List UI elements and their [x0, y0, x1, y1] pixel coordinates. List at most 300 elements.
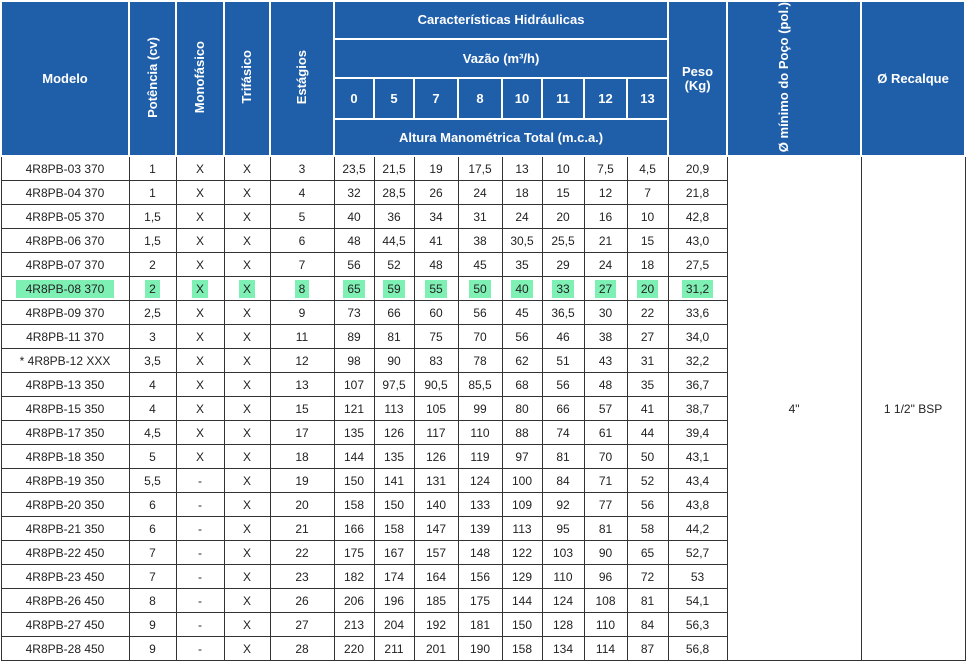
cell-modelo: 4R8PB-11 370: [1, 325, 129, 349]
cell-modelo: 4R8PB-06 370: [1, 229, 129, 253]
cell-altura-12: 57: [584, 397, 627, 421]
cell-monofasico: X: [176, 397, 224, 421]
cell-modelo: 4R8PB-08 370: [1, 277, 129, 301]
cell-altura-11: 25,5: [542, 229, 584, 253]
cell-altura-10: 88: [502, 421, 542, 445]
cell-altura-5: 126: [374, 421, 414, 445]
cell-altura-8: 181: [458, 613, 502, 637]
cell-altura-11: 29: [542, 253, 584, 277]
cell-estagios: 7: [270, 253, 334, 277]
cell-modelo: 4R8PB-04 370: [1, 181, 129, 205]
cell-modelo: 4R8PB-17 350: [1, 421, 129, 445]
cell-trifasico: X: [224, 445, 270, 469]
cell-altura-5: 36: [374, 205, 414, 229]
cell-altura-11: 36,5: [542, 301, 584, 325]
cell-monofasico: X: [176, 325, 224, 349]
cell-altura-13: 52: [627, 469, 668, 493]
cell-peso: 32,2: [668, 349, 727, 373]
cell-trifasico: X: [224, 397, 270, 421]
cell-altura-5: 158: [374, 517, 414, 541]
cell-trifasico: X: [224, 637, 270, 661]
cell-altura-12: 96: [584, 565, 627, 589]
cell-potencia: 1,5: [129, 205, 176, 229]
cell-monofasico: -: [176, 589, 224, 613]
cell-modelo: 4R8PB-13 350: [1, 373, 129, 397]
cell-estagios: 23: [270, 565, 334, 589]
cell-altura-12: 108: [584, 589, 627, 613]
cell-estagios: 8: [270, 277, 334, 301]
cell-modelo: 4R8PB-28 450: [1, 637, 129, 661]
cell-altura-7: 41: [414, 229, 458, 253]
cell-altura-11: 110: [542, 565, 584, 589]
cell-monofasico: X: [176, 229, 224, 253]
cell-modelo: 4R8PB-21 350: [1, 517, 129, 541]
cell-potencia: 2: [129, 277, 176, 301]
cell-altura-11: 84: [542, 469, 584, 493]
cell-altura-0: 48: [334, 229, 374, 253]
cell-monofasico: X: [176, 205, 224, 229]
table-header: [1, 1, 965, 156]
cell-altura-0: 23,5: [334, 156, 374, 181]
cell-altura-12: 77: [584, 493, 627, 517]
cell-altura-11: 33: [542, 277, 584, 301]
header-caracteristicas: Características Hidráulicas: [334, 1, 668, 39]
cell-peso: 52,7: [668, 541, 727, 565]
cell-altura-13: 15: [627, 229, 668, 253]
cell-trifasico: X: [224, 229, 270, 253]
cell-altura-5: 90: [374, 349, 414, 373]
cell-altura-8: 99: [458, 397, 502, 421]
cell-altura-12: 21: [584, 229, 627, 253]
cell-estagios: 26: [270, 589, 334, 613]
cell-modelo: 4R8PB-26 450: [1, 589, 129, 613]
cell-altura-0: 40: [334, 205, 374, 229]
cell-altura-10: 35: [502, 253, 542, 277]
cell-altura-10: 122: [502, 541, 542, 565]
cell-altura-5: 97,5: [374, 373, 414, 397]
cell-estagios: 9: [270, 301, 334, 325]
cell-trifasico: X: [224, 493, 270, 517]
cell-peso: 38,7: [668, 397, 727, 421]
cell-altura-5: 211: [374, 637, 414, 661]
cell-altura-7: 140: [414, 493, 458, 517]
cell-altura-0: 121: [334, 397, 374, 421]
cell-altura-0: 166: [334, 517, 374, 541]
cell-altura-11: 66: [542, 397, 584, 421]
cell-altura-7: 117: [414, 421, 458, 445]
cell-altura-8: 156: [458, 565, 502, 589]
cell-altura-5: 21,5: [374, 156, 414, 181]
cell-estagios: 12: [270, 349, 334, 373]
cell-estagios: 13: [270, 373, 334, 397]
cell-altura-0: 32: [334, 181, 374, 205]
cell-potencia: 4: [129, 397, 176, 421]
cell-monofasico: X: [176, 349, 224, 373]
cell-altura-5: 52: [374, 253, 414, 277]
cell-altura-11: 46: [542, 325, 584, 349]
cell-altura-0: 56: [334, 253, 374, 277]
cell-potencia: 4,5: [129, 421, 176, 445]
cell-altura-12: 16: [584, 205, 627, 229]
cell-altura-10: 68: [502, 373, 542, 397]
cell-monofasico: X: [176, 277, 224, 301]
cell-altura-12: 71: [584, 469, 627, 493]
cell-altura-0: 213: [334, 613, 374, 637]
cell-estagios: 19: [270, 469, 334, 493]
cell-altura-12: 30: [584, 301, 627, 325]
cell-monofasico: X: [176, 253, 224, 277]
cell-altura-0: 89: [334, 325, 374, 349]
cell-modelo: * 4R8PB-12 XXX: [1, 349, 129, 373]
header-recalque: Ø Recalque: [861, 1, 965, 156]
cell-peso: 34,0: [668, 325, 727, 349]
header-flow-8: 8: [458, 78, 502, 119]
table-row: [1, 156, 965, 181]
cell-trifasico: X: [224, 421, 270, 445]
header-flow-10: 10: [502, 78, 542, 119]
cell-potencia: 8: [129, 589, 176, 613]
cell-altura-8: 24: [458, 181, 502, 205]
header-altura: Altura Manométrica Total (m.c.a.): [334, 119, 668, 156]
cell-altura-7: 185: [414, 589, 458, 613]
cell-estagios: 15: [270, 397, 334, 421]
cell-altura-5: 44,5: [374, 229, 414, 253]
cell-altura-13: 27: [627, 325, 668, 349]
cell-altura-8: 17,5: [458, 156, 502, 181]
cell-altura-7: 19: [414, 156, 458, 181]
cell-altura-7: 201: [414, 637, 458, 661]
cell-altura-8: 148: [458, 541, 502, 565]
cell-estagios: 20: [270, 493, 334, 517]
cell-peso: 43,1: [668, 445, 727, 469]
cell-altura-13: 81: [627, 589, 668, 613]
cell-monofasico: -: [176, 565, 224, 589]
cell-altura-7: 48: [414, 253, 458, 277]
cell-altura-5: 167: [374, 541, 414, 565]
cell-altura-5: 174: [374, 565, 414, 589]
header-estagios: Estágios: [270, 1, 334, 156]
cell-estagios: 18: [270, 445, 334, 469]
cell-altura-7: 147: [414, 517, 458, 541]
header-flow-5: 5: [374, 78, 414, 119]
cell-trifasico: X: [224, 205, 270, 229]
cell-potencia: 4: [129, 373, 176, 397]
cell-altura-10: 56: [502, 325, 542, 349]
cell-altura-0: 182: [334, 565, 374, 589]
cell-altura-7: 26: [414, 181, 458, 205]
cell-altura-0: 98: [334, 349, 374, 373]
cell-trifasico: X: [224, 613, 270, 637]
cell-altura-10: 158: [502, 637, 542, 661]
cell-altura-7: 34: [414, 205, 458, 229]
cell-altura-10: 129: [502, 565, 542, 589]
cell-peso: 27,5: [668, 253, 727, 277]
cell-altura-0: 135: [334, 421, 374, 445]
cell-trifasico: X: [224, 181, 270, 205]
header-trifasico: Trifásico: [224, 1, 270, 156]
cell-altura-12: 110: [584, 613, 627, 637]
cell-potencia: 5: [129, 445, 176, 469]
cell-altura-8: 119: [458, 445, 502, 469]
cell-monofasico: X: [176, 373, 224, 397]
cell-estagios: 27: [270, 613, 334, 637]
cell-trifasico: X: [224, 156, 270, 181]
cell-monofasico: X: [176, 445, 224, 469]
cell-altura-11: 103: [542, 541, 584, 565]
header-flow-12: 12: [584, 78, 627, 119]
cell-monofasico: -: [176, 637, 224, 661]
cell-estagios: 22: [270, 541, 334, 565]
cell-trifasico: X: [224, 253, 270, 277]
cell-monofasico: X: [176, 181, 224, 205]
header-flow-13: 13: [627, 78, 668, 119]
cell-altura-12: 61: [584, 421, 627, 445]
cell-altura-0: 150: [334, 469, 374, 493]
cell-altura-7: 131: [414, 469, 458, 493]
cell-modelo: 4R8PB-15 350: [1, 397, 129, 421]
cell-altura-8: 38: [458, 229, 502, 253]
cell-peso: 36,7: [668, 373, 727, 397]
cell-potencia: 1,5: [129, 229, 176, 253]
cell-trifasico: X: [224, 277, 270, 301]
cell-altura-10: 144: [502, 589, 542, 613]
cell-altura-13: 20: [627, 277, 668, 301]
cell-altura-8: 31: [458, 205, 502, 229]
header-monofasico: Monofásico: [176, 1, 224, 156]
header-flow-11: 11: [542, 78, 584, 119]
cell-altura-13: 35: [627, 373, 668, 397]
cell-trifasico: X: [224, 301, 270, 325]
cell-altura-13: 22: [627, 301, 668, 325]
cell-altura-11: 134: [542, 637, 584, 661]
cell-altura-0: 206: [334, 589, 374, 613]
cell-trifasico: X: [224, 589, 270, 613]
cell-altura-5: 150: [374, 493, 414, 517]
cell-potencia: 2,5: [129, 301, 176, 325]
cell-altura-13: 7: [627, 181, 668, 205]
cell-altura-13: 58: [627, 517, 668, 541]
cell-altura-10: 150: [502, 613, 542, 637]
cell-trifasico: X: [224, 373, 270, 397]
cell-monofasico: -: [176, 613, 224, 637]
cell-altura-8: 190: [458, 637, 502, 661]
cell-monofasico: -: [176, 493, 224, 517]
cell-recalque: 1 1/2" BSP: [861, 156, 965, 661]
cell-altura-12: 38: [584, 325, 627, 349]
cell-altura-11: 15: [542, 181, 584, 205]
cell-peso: 44,2: [668, 517, 727, 541]
cell-altura-0: 220: [334, 637, 374, 661]
cell-trifasico: X: [224, 349, 270, 373]
cell-altura-7: 164: [414, 565, 458, 589]
cell-altura-7: 60: [414, 301, 458, 325]
cell-potencia: 9: [129, 613, 176, 637]
cell-peso: 33,6: [668, 301, 727, 325]
cell-modelo: 4R8PB-18 350: [1, 445, 129, 469]
cell-altura-11: 56: [542, 373, 584, 397]
cell-altura-13: 4,5: [627, 156, 668, 181]
header-vazao: Vazão (m³/h): [334, 39, 668, 77]
cell-potencia: 3: [129, 325, 176, 349]
cell-altura-13: 84: [627, 613, 668, 637]
cell-monofasico: -: [176, 517, 224, 541]
cell-modelo: 4R8PB-19 350: [1, 469, 129, 493]
cell-peso: 54,1: [668, 589, 727, 613]
cell-altura-13: 65: [627, 541, 668, 565]
cell-altura-11: 20: [542, 205, 584, 229]
cell-modelo: 4R8PB-20 350: [1, 493, 129, 517]
cell-altura-10: 109: [502, 493, 542, 517]
cell-potencia: 2: [129, 253, 176, 277]
cell-altura-8: 56: [458, 301, 502, 325]
cell-altura-13: 87: [627, 637, 668, 661]
cell-monofasico: -: [176, 541, 224, 565]
cell-potencia: 1: [129, 181, 176, 205]
cell-potencia: 3,5: [129, 349, 176, 373]
cell-peso: 20,9: [668, 156, 727, 181]
cell-altura-12: 43: [584, 349, 627, 373]
cell-altura-11: 74: [542, 421, 584, 445]
cell-altura-7: 157: [414, 541, 458, 565]
cell-modelo: 4R8PB-27 450: [1, 613, 129, 637]
cell-altura-11: 124: [542, 589, 584, 613]
cell-altura-11: 81: [542, 445, 584, 469]
cell-peso: 56,3: [668, 613, 727, 637]
cell-altura-10: 100: [502, 469, 542, 493]
header-poco: Ø mínimo do Poço (pol.): [727, 1, 861, 156]
cell-altura-0: 144: [334, 445, 374, 469]
cell-altura-11: 95: [542, 517, 584, 541]
cell-potencia: 9: [129, 637, 176, 661]
cell-altura-12: 7,5: [584, 156, 627, 181]
cell-altura-10: 113: [502, 517, 542, 541]
cell-estagios: 6: [270, 229, 334, 253]
cell-altura-8: 70: [458, 325, 502, 349]
cell-altura-7: 105: [414, 397, 458, 421]
cell-altura-10: 97: [502, 445, 542, 469]
cell-modelo: 4R8PB-07 370: [1, 253, 129, 277]
cell-estagios: 17: [270, 421, 334, 445]
cell-peso: 21,8: [668, 181, 727, 205]
header-flow-0: 0: [334, 78, 374, 119]
cell-altura-10: 62: [502, 349, 542, 373]
cell-altura-13: 72: [627, 565, 668, 589]
cell-trifasico: X: [224, 541, 270, 565]
cell-estagios: 28: [270, 637, 334, 661]
cell-altura-13: 41: [627, 397, 668, 421]
header-flow-7: 7: [414, 78, 458, 119]
cell-potencia: 1: [129, 156, 176, 181]
cell-estagios: 4: [270, 181, 334, 205]
cell-peso: 43,0: [668, 229, 727, 253]
cell-altura-12: 24: [584, 253, 627, 277]
cell-altura-11: 10: [542, 156, 584, 181]
cell-altura-10: 18: [502, 181, 542, 205]
cell-altura-13: 10: [627, 205, 668, 229]
cell-altura-12: 27: [584, 277, 627, 301]
cell-altura-13: 44: [627, 421, 668, 445]
cell-modelo: 4R8PB-05 370: [1, 205, 129, 229]
cell-altura-13: 56: [627, 493, 668, 517]
cell-altura-13: 50: [627, 445, 668, 469]
cell-trifasico: X: [224, 325, 270, 349]
cell-altura-7: 55: [414, 277, 458, 301]
cell-peso: 42,8: [668, 205, 727, 229]
cell-altura-11: 128: [542, 613, 584, 637]
cell-altura-7: 75: [414, 325, 458, 349]
cell-altura-11: 51: [542, 349, 584, 373]
cell-altura-10: 13: [502, 156, 542, 181]
cell-monofasico: -: [176, 469, 224, 493]
cell-altura-0: 65: [334, 277, 374, 301]
cell-modelo: 4R8PB-23 450: [1, 565, 129, 589]
cell-potencia: 6: [129, 517, 176, 541]
cell-modelo: 4R8PB-09 370: [1, 301, 129, 325]
cell-peso: 39,4: [668, 421, 727, 445]
cell-estagios: 3: [270, 156, 334, 181]
cell-altura-10: 80: [502, 397, 542, 421]
cell-modelo: 4R8PB-22 450: [1, 541, 129, 565]
cell-altura-5: 59: [374, 277, 414, 301]
cell-altura-7: 90,5: [414, 373, 458, 397]
cell-altura-10: 45: [502, 301, 542, 325]
cell-altura-7: 192: [414, 613, 458, 637]
cell-modelo: 4R8PB-03 370: [1, 156, 129, 181]
cell-monofasico: X: [176, 156, 224, 181]
cell-peso: 43,4: [668, 469, 727, 493]
cell-altura-0: 158: [334, 493, 374, 517]
cell-altura-13: 18: [627, 253, 668, 277]
cell-potencia: 7: [129, 541, 176, 565]
cell-altura-5: 113: [374, 397, 414, 421]
cell-peso: 56,8: [668, 637, 727, 661]
cell-trifasico: X: [224, 469, 270, 493]
header-modelo: Modelo: [1, 1, 129, 156]
cell-altura-13: 31: [627, 349, 668, 373]
cell-altura-8: 124: [458, 469, 502, 493]
header-potencia: Potência (cv): [129, 1, 176, 156]
cell-peso: 43,8: [668, 493, 727, 517]
cell-altura-10: 24: [502, 205, 542, 229]
cell-altura-11: 92: [542, 493, 584, 517]
cell-altura-12: 70: [584, 445, 627, 469]
cell-potencia: 6: [129, 493, 176, 517]
cell-peso: 31,2: [668, 277, 727, 301]
cell-altura-12: 90: [584, 541, 627, 565]
cell-altura-0: 73: [334, 301, 374, 325]
cell-altura-8: 45: [458, 253, 502, 277]
cell-altura-10: 40: [502, 277, 542, 301]
cell-altura-8: 175: [458, 589, 502, 613]
cell-potencia: 5,5: [129, 469, 176, 493]
cell-altura-12: 114: [584, 637, 627, 661]
cell-altura-5: 66: [374, 301, 414, 325]
table-body: [1, 156, 965, 661]
cell-estagios: 5: [270, 205, 334, 229]
cell-trifasico: X: [224, 565, 270, 589]
cell-altura-7: 83: [414, 349, 458, 373]
cell-altura-5: 204: [374, 613, 414, 637]
cell-altura-5: 28,5: [374, 181, 414, 205]
cell-altura-8: 133: [458, 493, 502, 517]
cell-altura-8: 110: [458, 421, 502, 445]
cell-altura-5: 141: [374, 469, 414, 493]
cell-estagios: 21: [270, 517, 334, 541]
cell-trifasico: X: [224, 517, 270, 541]
cell-altura-12: 81: [584, 517, 627, 541]
cell-altura-8: 50: [458, 277, 502, 301]
cell-altura-5: 135: [374, 445, 414, 469]
